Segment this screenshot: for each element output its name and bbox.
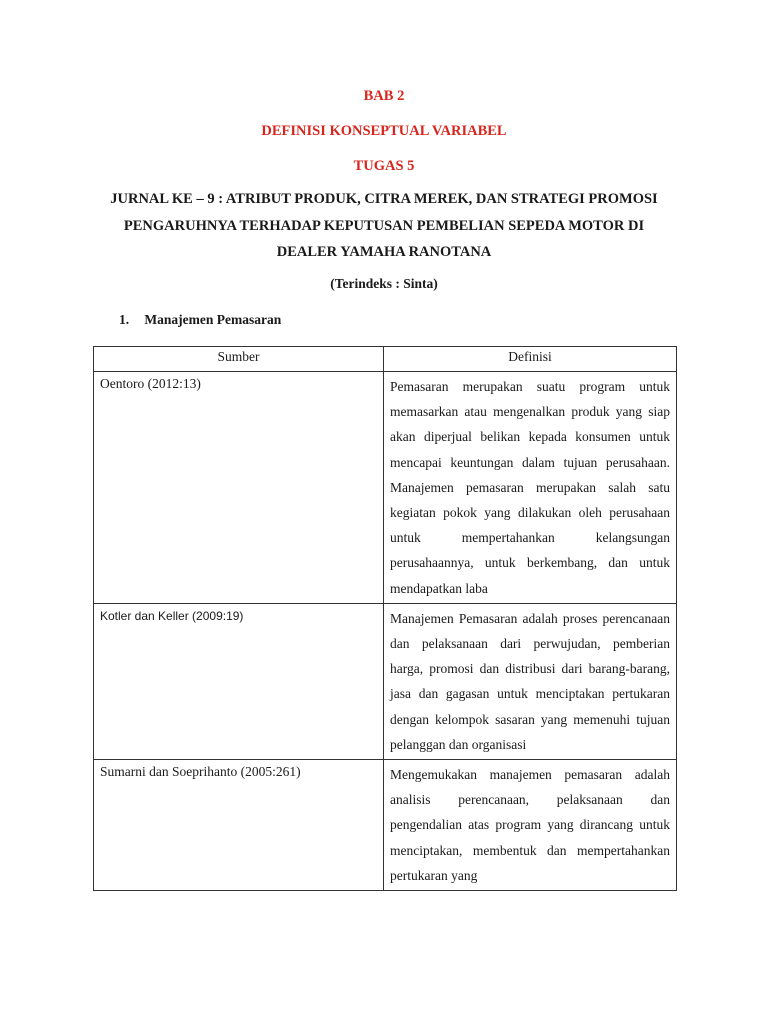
chapter-heading: BAB 2 bbox=[363, 88, 405, 104]
table-row bbox=[94, 760, 677, 891]
section-heading bbox=[119, 312, 281, 328]
source-cell: Sumarni dan Soeprihanto (2005:261) bbox=[94, 760, 384, 891]
table-row bbox=[94, 603, 677, 759]
definition-table bbox=[93, 346, 677, 891]
definition-cell: Mengemukakan manajemen pemasaran adalah analisis perencanaan, pelaksanaan dan pengendalian atas program yang dirancang untuk menciptakan, membentuk dan mempertahankan pertukaran yang bbox=[384, 760, 677, 891]
source-cell: Kotler dan Keller (2009:19) bbox=[94, 603, 384, 759]
column-header-definition: Definisi bbox=[384, 347, 677, 372]
index-note: (Terindeks : Sinta) bbox=[330, 276, 438, 291]
source-cell: Oentoro (2012:13) bbox=[94, 372, 384, 604]
section-title: Manajemen Pemasaran bbox=[144, 312, 282, 327]
table-header-row bbox=[94, 347, 677, 372]
table-row bbox=[94, 372, 677, 604]
definition-cell: Manajemen Pemasaran adalah proses perencanaan dan pelaksanaan dari perwujudan, pemberian harga, promosi dan distribusi dari barang-barang, jasa dan gagasan untuk menciptakan pertukaran dengan kelompok sasaran yang memenuhi tujuan pelanggan dan organisasi bbox=[384, 603, 677, 759]
column-header-source: Sumber bbox=[94, 347, 384, 372]
journal-title: JURNAL KE – 9 : ATRIBUT PRODUK, CITRA MEREK, DAN STRATEGI PROMOSI PENGARUHNYA TERHADAP KEPUTUSAN PEMBELIAN SEPEDA MOTOR DI DEALER YAMAHA RANOTANA bbox=[110, 191, 658, 260]
assignment-heading: TUGAS 5 bbox=[353, 158, 415, 174]
definition-cell: Pemasaran merupakan suatu program untuk memasarkan atau mengenalkan produk yang siap akan diperjual belikan kepada konsumen untuk mencapai keuntungan dalam tujuan perusahaan. Manajemen pemasaran merupakan salah satu kegiatan pokok yang dilakukan oleh perusahaan untuk mempertahankan kelangsungan perusahaannya, untuk berkembang, dan untuk mendapatkan laba bbox=[384, 372, 677, 604]
definition-heading: DEFINISI KONSEPTUAL VARIABEL bbox=[261, 123, 507, 139]
section-number: 1. bbox=[119, 312, 130, 327]
